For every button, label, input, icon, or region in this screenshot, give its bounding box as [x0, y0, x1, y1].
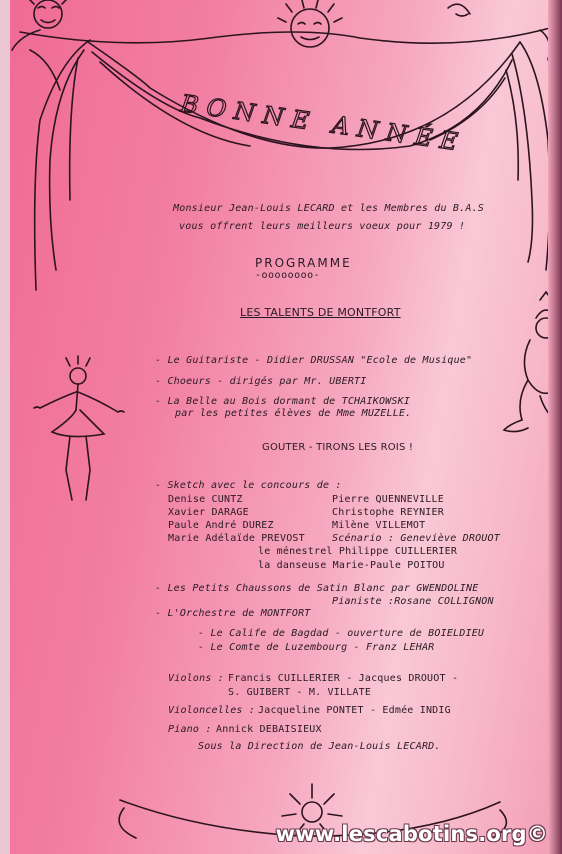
right-face-drawing — [448, 4, 470, 16]
orchestre-piece-2: - Le Comte de Luzembourg - Franz LEHAR — [198, 642, 435, 653]
chaussons-line-1: - Les Petits Chaussons de Satin Blanc par GWENDOLINE — [155, 583, 479, 594]
bunting-rope — [20, 28, 550, 43]
sketch-intro: - Sketch avec le concours de : — [155, 480, 342, 491]
sketch-cast-left-2: Xavier DARAGE — [168, 507, 249, 518]
act-choir: - Choeurs - dirigés par Mr. UBERTI — [155, 376, 367, 387]
sketch-cast-left-1: Denise CUNTZ — [168, 494, 243, 505]
greeting-line-2: vous offrent leurs meilleurs voeux pour 1979 ! — [179, 221, 466, 232]
programme-ornament: -oooooooo- — [255, 270, 321, 281]
orchestre-piece-1: - Le Calife de Bagdad - ouverture de BOIELDIEU — [198, 628, 485, 639]
violoncelles-label: Violoncelles : — [168, 705, 256, 716]
violoncelles-names: Jacqueline PONTET - Edmée INDIG — [258, 705, 451, 716]
show-title: LES TALENTS DE MONTFORT — [240, 306, 401, 319]
act-guitar: - Le Guitariste - Didier DRUSSAN "Ecole de Musique" — [155, 355, 473, 366]
sun-face-drawing — [278, 0, 342, 47]
left-face-drawing — [28, 0, 68, 28]
sketch-cast-right-2: Christophe REYNIER — [332, 507, 444, 518]
chaussons-pianiste: Pianiste :Rosane COLLIGNON — [332, 596, 494, 607]
orchestre-intro: - L'Orchestre de MONTFORT — [155, 608, 311, 619]
clown-drawing — [504, 292, 561, 434]
act-ballet-line-2: par les petites élèves de Mme MUZELLE. — [175, 408, 412, 419]
sketch-menestrel: le ménestrel Philippe CUILLERIER — [258, 546, 458, 557]
sketch-cast-left-4: Marie Adélaïde PREVOST — [168, 533, 305, 544]
piano-name: Annick DEBAISIEUX — [216, 724, 322, 735]
programme-title: PROGRAMME — [255, 256, 352, 270]
sketch-danseuse: la danseuse Marie-Paule POITOU — [258, 560, 445, 571]
act-ballet-line-1: - La Belle au Bois dormant de TCHAIKOWSKI — [155, 396, 411, 407]
piano-label: Piano : — [168, 724, 212, 735]
site-watermark: www.lescabotins.org© — [275, 822, 548, 846]
violons-names-2: S. GUIBERT - M. VILLATE — [228, 687, 372, 698]
violons-label: Violons : — [168, 673, 224, 684]
violons-names-1: Francis CUILLERIER - Jacques DROUOT - — [228, 673, 459, 684]
ballerina-drawing — [34, 356, 124, 500]
banner-lettering: BONNE ANNÉE — [178, 89, 468, 158]
greeting-line-1: Monsieur Jean-Louis LECARD et les Membres du B.A.S — [173, 203, 485, 214]
interlude-text: GOUTER - TIRONS LES ROIS ! — [262, 442, 414, 453]
direction-line: Sous la Direction de Jean-Louis LECARD. — [198, 741, 441, 752]
sketch-cast-right-3: Milène VILLEMOT — [332, 520, 426, 531]
sketch-scenario: Scénario : Geneviève DROUOT — [332, 533, 500, 544]
bunting-banner — [12, 30, 554, 290]
sketch-cast-left-3: Paule André DUREZ — [168, 520, 274, 531]
sketch-cast-right-1: Pierre QUENNEVILLE — [332, 494, 444, 505]
